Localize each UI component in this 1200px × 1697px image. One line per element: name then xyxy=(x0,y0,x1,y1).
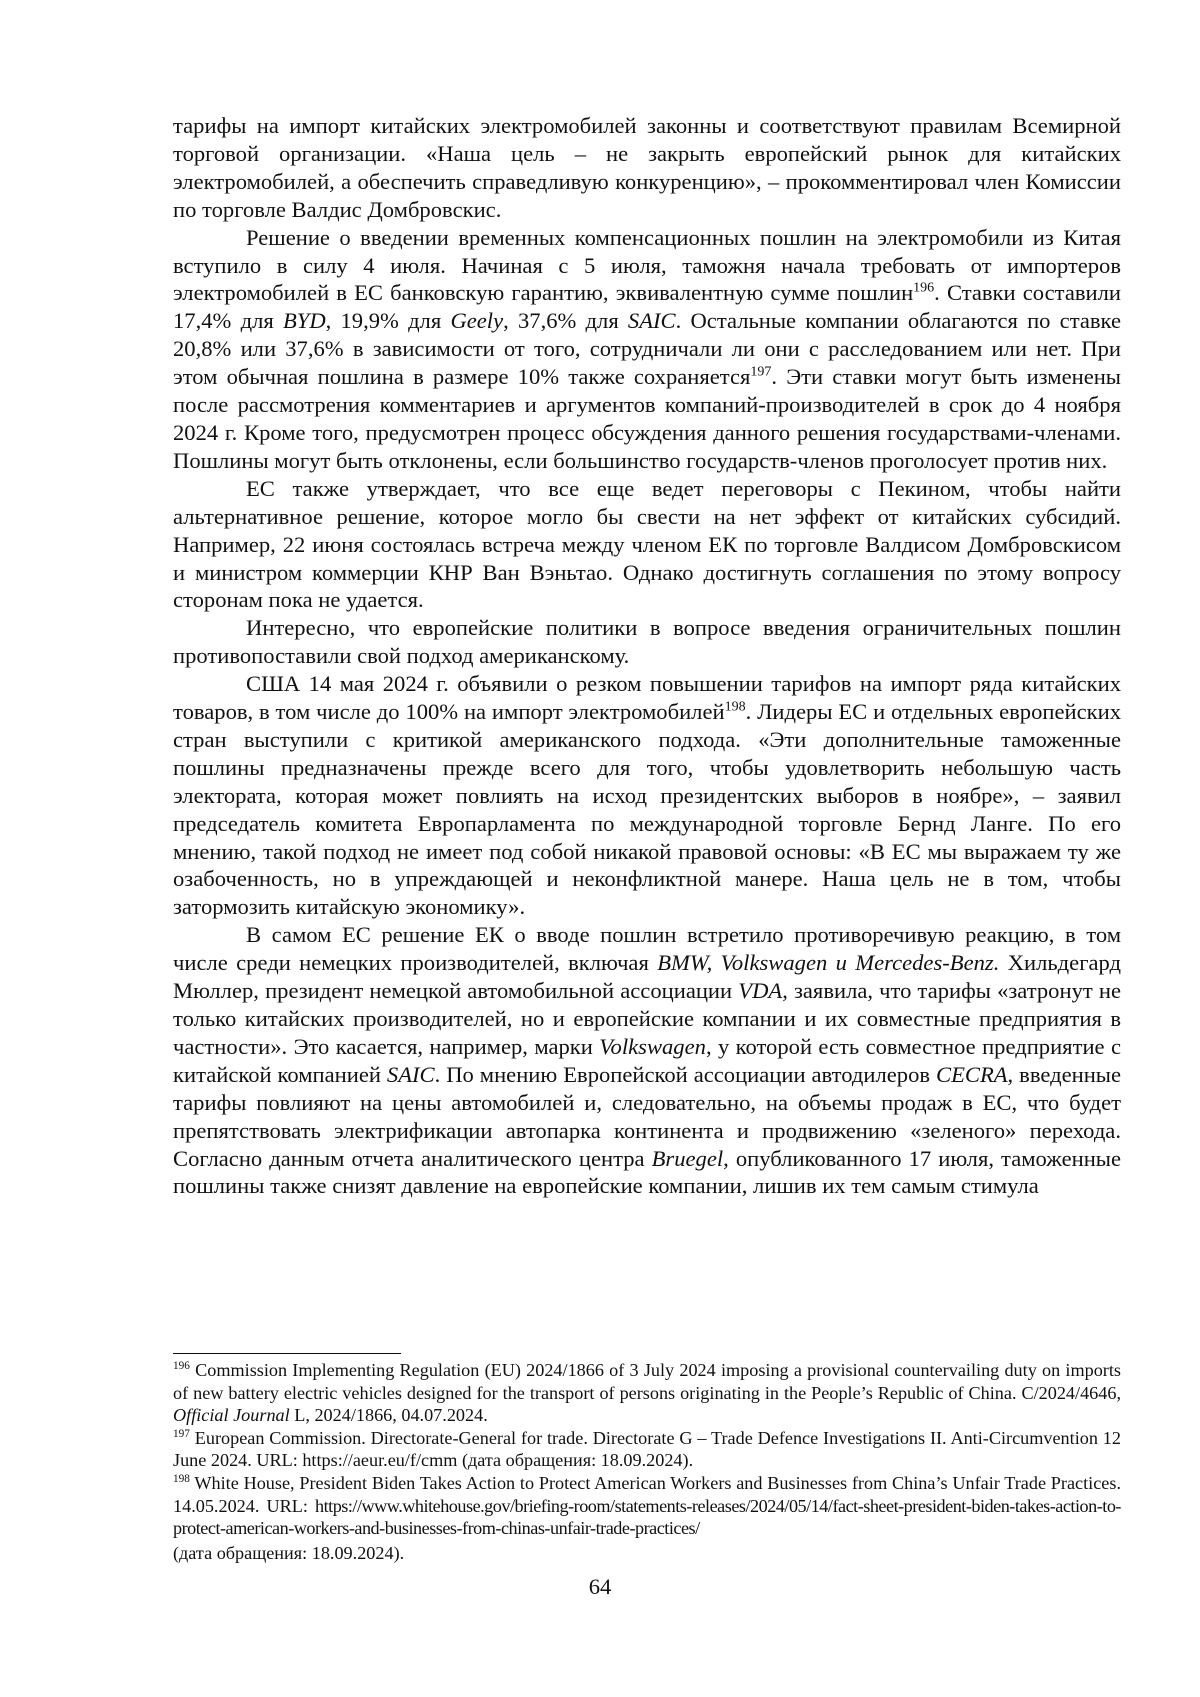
text-run: , введенные тарифы повлияют на цены автомобилей и, следовательно, на объемы продаж в ЕС, что будет препятствовать электрификации автопарка континента и продвижению «зеленого» перехода. Согласно данным отчета аналитического центра xyxy=(173,1061,1121,1171)
footnote-text: White House, President Biden Takes Action to Protect American Workers and Businesses from China’s Unfair Trade Practices. 14.05.2024. URL: xyxy=(173,1472,1121,1516)
text-run: . Ставки составили 17,4% для xyxy=(173,280,1121,334)
paragraph-2 xyxy=(173,224,1121,475)
footnotes xyxy=(173,1359,1121,1564)
paragraph-5 xyxy=(173,670,1121,921)
main-text xyxy=(173,112,1121,1200)
italic-term: Geely xyxy=(450,308,504,334)
text-run: . Лидеры ЕС и отдельных европейских стран выступили с критикой американского подхода. «Эти дополнительные таможенные пошлины предназначены прежде всего для того, чтобы удовлетворить небольшую часть электората, которая может повлиять на исход президентских выборов в ноябре», – заявил председатель комитета Европарламента по международной торговле Бернд Ланге. По его мнению, такой подход не имеет под собой никакой правовой основы: «В ЕС мы выражаем ту же озабоченность, но в упреждающей и неконфликтной манере. Наша цель не в том, чтобы затормозить китайскую экономику». xyxy=(173,699,1121,920)
italic-term: BMW, Volkswagen и Mercedes-Benz. xyxy=(657,950,1000,976)
paragraph-1 xyxy=(173,112,1121,224)
text-run: Решение о введении временных компенсационных пошлин на электромобили из Китая вступило в силу 4 июля. Начиная с 5 июля, таможня начала требовать от импортеров электромобилей в ЕС банковскую гарантию, эквивалентную сумме пошлин xyxy=(173,224,1121,306)
text-run: , 37,6% для xyxy=(503,308,628,334)
text-run: , у которой есть совместное предприятие с китайской компанией xyxy=(173,1033,1121,1087)
text-run: Интересно, что европейские политики в вопросе введения ограничительных пошлин противопоставили свой подход американскому. xyxy=(173,615,1121,669)
text-run: . По мнению Европейской ассоциации автодилеров xyxy=(434,1061,936,1087)
footnote-198 xyxy=(173,1472,1121,1564)
footnote-ref-198[interactable]: 198 xyxy=(724,699,746,715)
paragraph-4 xyxy=(173,614,1121,670)
text-run: . Эти ставки могут быть изменены после рассмотрения комментариев и аргументов компаний-производителей в срок до 4 ноября 2024 г. Кроме того, предусмотрен процесс обсуждения данного решения государствами-членами. Пошлины могут быть отклонены, если большинство государств-членов проголосует против них. xyxy=(173,364,1121,473)
text-run: Хильдегард Мюллер, президент немецкой автомобильной ассоциации xyxy=(173,950,1121,1004)
text-run: В самом ЕС решение ЕК о вводе пошлин встретило противоречивую реакцию, в том числе среди немецких производителей, включая xyxy=(173,922,1121,976)
italic-term: Volkswagen xyxy=(599,1033,706,1059)
italic-term: Bruegel xyxy=(651,1145,724,1171)
footnote-text: L, 2024/1866, 04.07.2024. xyxy=(289,1405,488,1426)
footnote-number: 198 xyxy=(173,1472,190,1485)
footnote-ref-197[interactable]: 197 xyxy=(750,364,772,380)
text-run: США 14 мая 2024 г. объявили о резком повышении тарифов на импорт ряда китайских товаров, в том числе до 100% на импорт электромобилей xyxy=(173,671,1121,725)
italic-term: VDA xyxy=(738,978,783,1004)
italic-term: SAIC xyxy=(627,308,676,334)
italic-term: CECRA xyxy=(936,1061,1008,1087)
footnote-197 xyxy=(173,1427,1121,1472)
footnote-text: European Commission. Directorate-General for trade. Directorate G – Trade Defence Investigations II. Anti-Circumvention 12 June 2024. URL: https://aeur.eu/f/cmm (дата обращения: 18.09.2024). xyxy=(173,1427,1121,1471)
footnote-196 xyxy=(173,1359,1121,1427)
italic-term: BYD xyxy=(282,308,326,334)
text-run: ЕС также утверждает, что все еще ведет переговоры с Пекином, чтобы найти альтернативное решение, которое могло бы свести на нет эффект от китайских субсидий. Например, 22 июня состоялась встреча между членом ЕК по торговле Валдисом Домбровскисом и министром коммерции КНР Ван Вэньтао. Однако достигнуть соглашения по этому вопросу сторонам пока не удается. xyxy=(173,475,1121,613)
paragraph-3 xyxy=(173,475,1121,615)
footnote-number: 197 xyxy=(173,1427,190,1440)
italic-term: SAIC xyxy=(386,1061,435,1087)
text-run: тарифы на импорт китайских электромобилей законны и соответствуют правилам Всемирной торговой организации. «Наша цель – не закрыть европейский рынок для китайских электромобилей, а обеспечить справедливую конкуренцию», – прокомментировал член Комиссии по торговле Валдис Домбровскис. xyxy=(173,113,1121,222)
text-run: , опубликованного 17 июля, таможенные пошлины также снизят давление на европейские компании, лишив их тем самым стимула xyxy=(173,1145,1121,1199)
footnote-ref-196[interactable]: 196 xyxy=(913,280,935,296)
italic-term: Official Journal xyxy=(173,1405,290,1426)
text-run: , заявила, что тарифы «затронут не только китайских производителей, но и европейские компании и их совместные предприятия в частности». Это касается, например, марки xyxy=(173,978,1121,1059)
footnote-access-date: (дата обращения: 18.09.2024). xyxy=(173,1542,405,1563)
paragraph-6 xyxy=(173,921,1121,1200)
page-number: 64 xyxy=(588,1574,612,1599)
text-run: . Остальные компании облагаются по ставке 20,8% или 37,6% в зависимости от того, сотрудничали ли они с расследованием или нет. При этом обычная пошлина в размере 10% также сохраняется xyxy=(173,308,1121,390)
footnote-number: 196 xyxy=(173,1359,190,1372)
footnote-separator xyxy=(173,1353,401,1354)
text-run: , 19,9% для xyxy=(325,308,451,334)
footnote-text: Commission Implementing Regulation (EU) 2024/1866 of 3 July 2024 imposing a provisional countervailing duty on imports of new battery electric vehicles designed for the transport of persons originating in the People’s Republic of China. C/2024/4646, xyxy=(173,1360,1121,1403)
footnote-url[interactable]: https://www.whitehouse.gov/briefing-room/statements-releases/2024/05/14/fact-sheet-president-biden-takes-action-to-protect-american-workers-and-businesses-from-chinas-unfair-trade-practices/ xyxy=(173,1495,1121,1539)
